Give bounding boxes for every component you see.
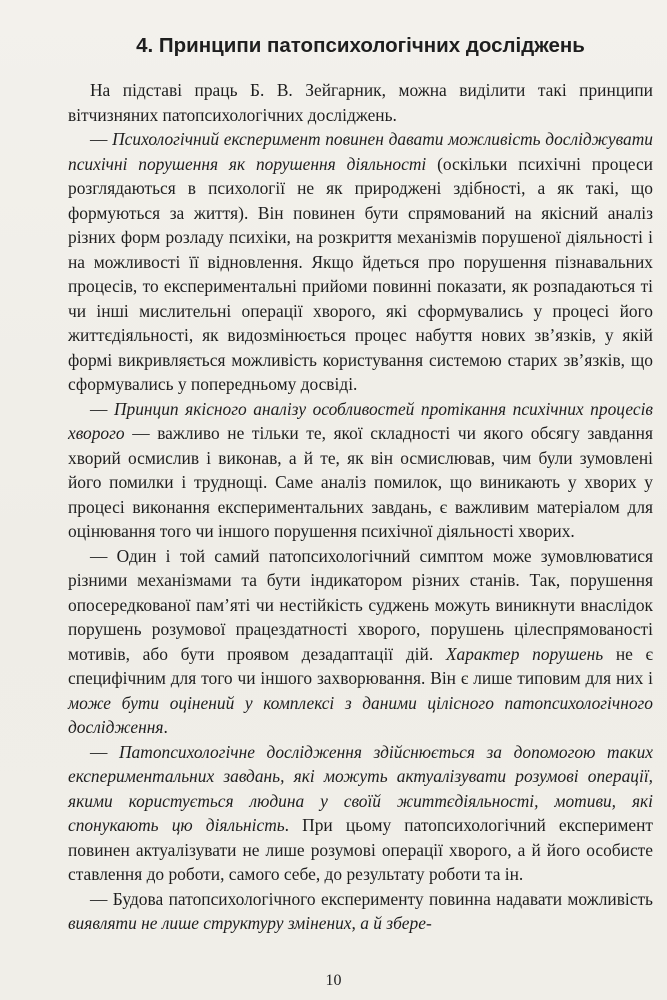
principle-5-text: — Будова патопсихологічного експерименту повинна надавати можливість [90, 888, 653, 909]
principle-2-text: — важливо не тільки те, якої складності чи якого обсягу завдання хворий осмислив і виконав, а й те, як він осмислював, чим були зумовлені його помилки і труднощі. Саме аналіз помилок, що виникають у хворих у процесі виконання експериментальних завдань, є важливим матеріалом для оцінювання того чи іншого порушення психічної діяльності хворих. [68, 423, 653, 541]
dash: — [90, 398, 114, 419]
principle-1-text: (оскільки психічні процеси розглядаються в психології не як природжені здібності, а як такі, що формуються за життя). Він повинен бути спрямований на якісний аналіз різних форм розладу психіки, на розкриття механізмів порушеної діяльності і на можливості її відновлення. Якщо йдеться про порушення пізнавальних процесів, то експериментальні прийоми повинні показати, як розпадаються ті чи інші мислительні операції хворого, які сформувались у процесі його життєдіяльності, як видозмінюється процес набуття нових зв’язків, у якій формі викривляється можливість користування системою старих зв’язків, що сформувались у попередньому досвіді. [68, 153, 653, 394]
section-heading: 4. Принципи патопсихологічних досліджень [136, 34, 585, 57]
principle-paragraph-3 [68, 544, 653, 740]
principle-paragraph-2 [68, 397, 653, 544]
dash: — [90, 741, 119, 762]
principle-3-text-c: . [163, 717, 168, 737]
principle-4-emphasis: Патопсихологічне дослідження здійснюється за допомогою таких експериментальних завдань, які можуть актуалізувати розумові операції, якими користується людина у своїй життєдіяльності, мотиви, які спонукають цю діяльність [68, 741, 653, 835]
body-text [68, 78, 653, 936]
principle-3-text-a: — Один і той самий патопсихологічний симптом може зумовлюватися різними механізмами та бути індикатором різних станів. Так, порушення опосередкованої пам’яті чи нестійкість суджень можуть виникнути внаслідок порушень розумової працездатності хворого, порушень цілеспрямованості мотивів, або бути проявом дезадаптації дій. [68, 545, 653, 664]
principle-3-emphasis-1: Характер порушень [445, 643, 604, 664]
principle-1-emphasis: Психологічний експеримент повинен давати можливість досліджувати психічні порушення як порушення діяльності [68, 129, 653, 174]
principle-3-emphasis-2: може бути оцінений у комплексі з даними цілісного патопсихологічного дослідження [68, 692, 653, 737]
principle-4-text: . При цьому патопсихологічний експеримент повинен актуалізувати не лише розумові операції хворого, а й його особисте ставлення до роботи, самого себе, до результату роботи та ін. [68, 815, 653, 884]
intro-paragraph: На підставі праць Б. В. Зейгарник, можна виділити такі принципи вітчизняних патопсихологічних досліджень. [68, 80, 653, 125]
principle-3-text-b: не є специфічним для того чи іншого захворювання. Він є лише типовим для них і [68, 643, 654, 688]
dash: — [90, 129, 113, 149]
principle-paragraph-4 [68, 740, 653, 887]
principle-paragraph-1 [68, 127, 653, 397]
principle-5-emphasis: виявляти не лише структуру змінених, а й збере- [68, 913, 432, 933]
page-number: 10 [325, 972, 342, 989]
principle-2-emphasis: Принцип якісного аналізу особливостей протікання психічних процесів хворого [68, 398, 653, 443]
principle-paragraph-5 [68, 887, 653, 936]
